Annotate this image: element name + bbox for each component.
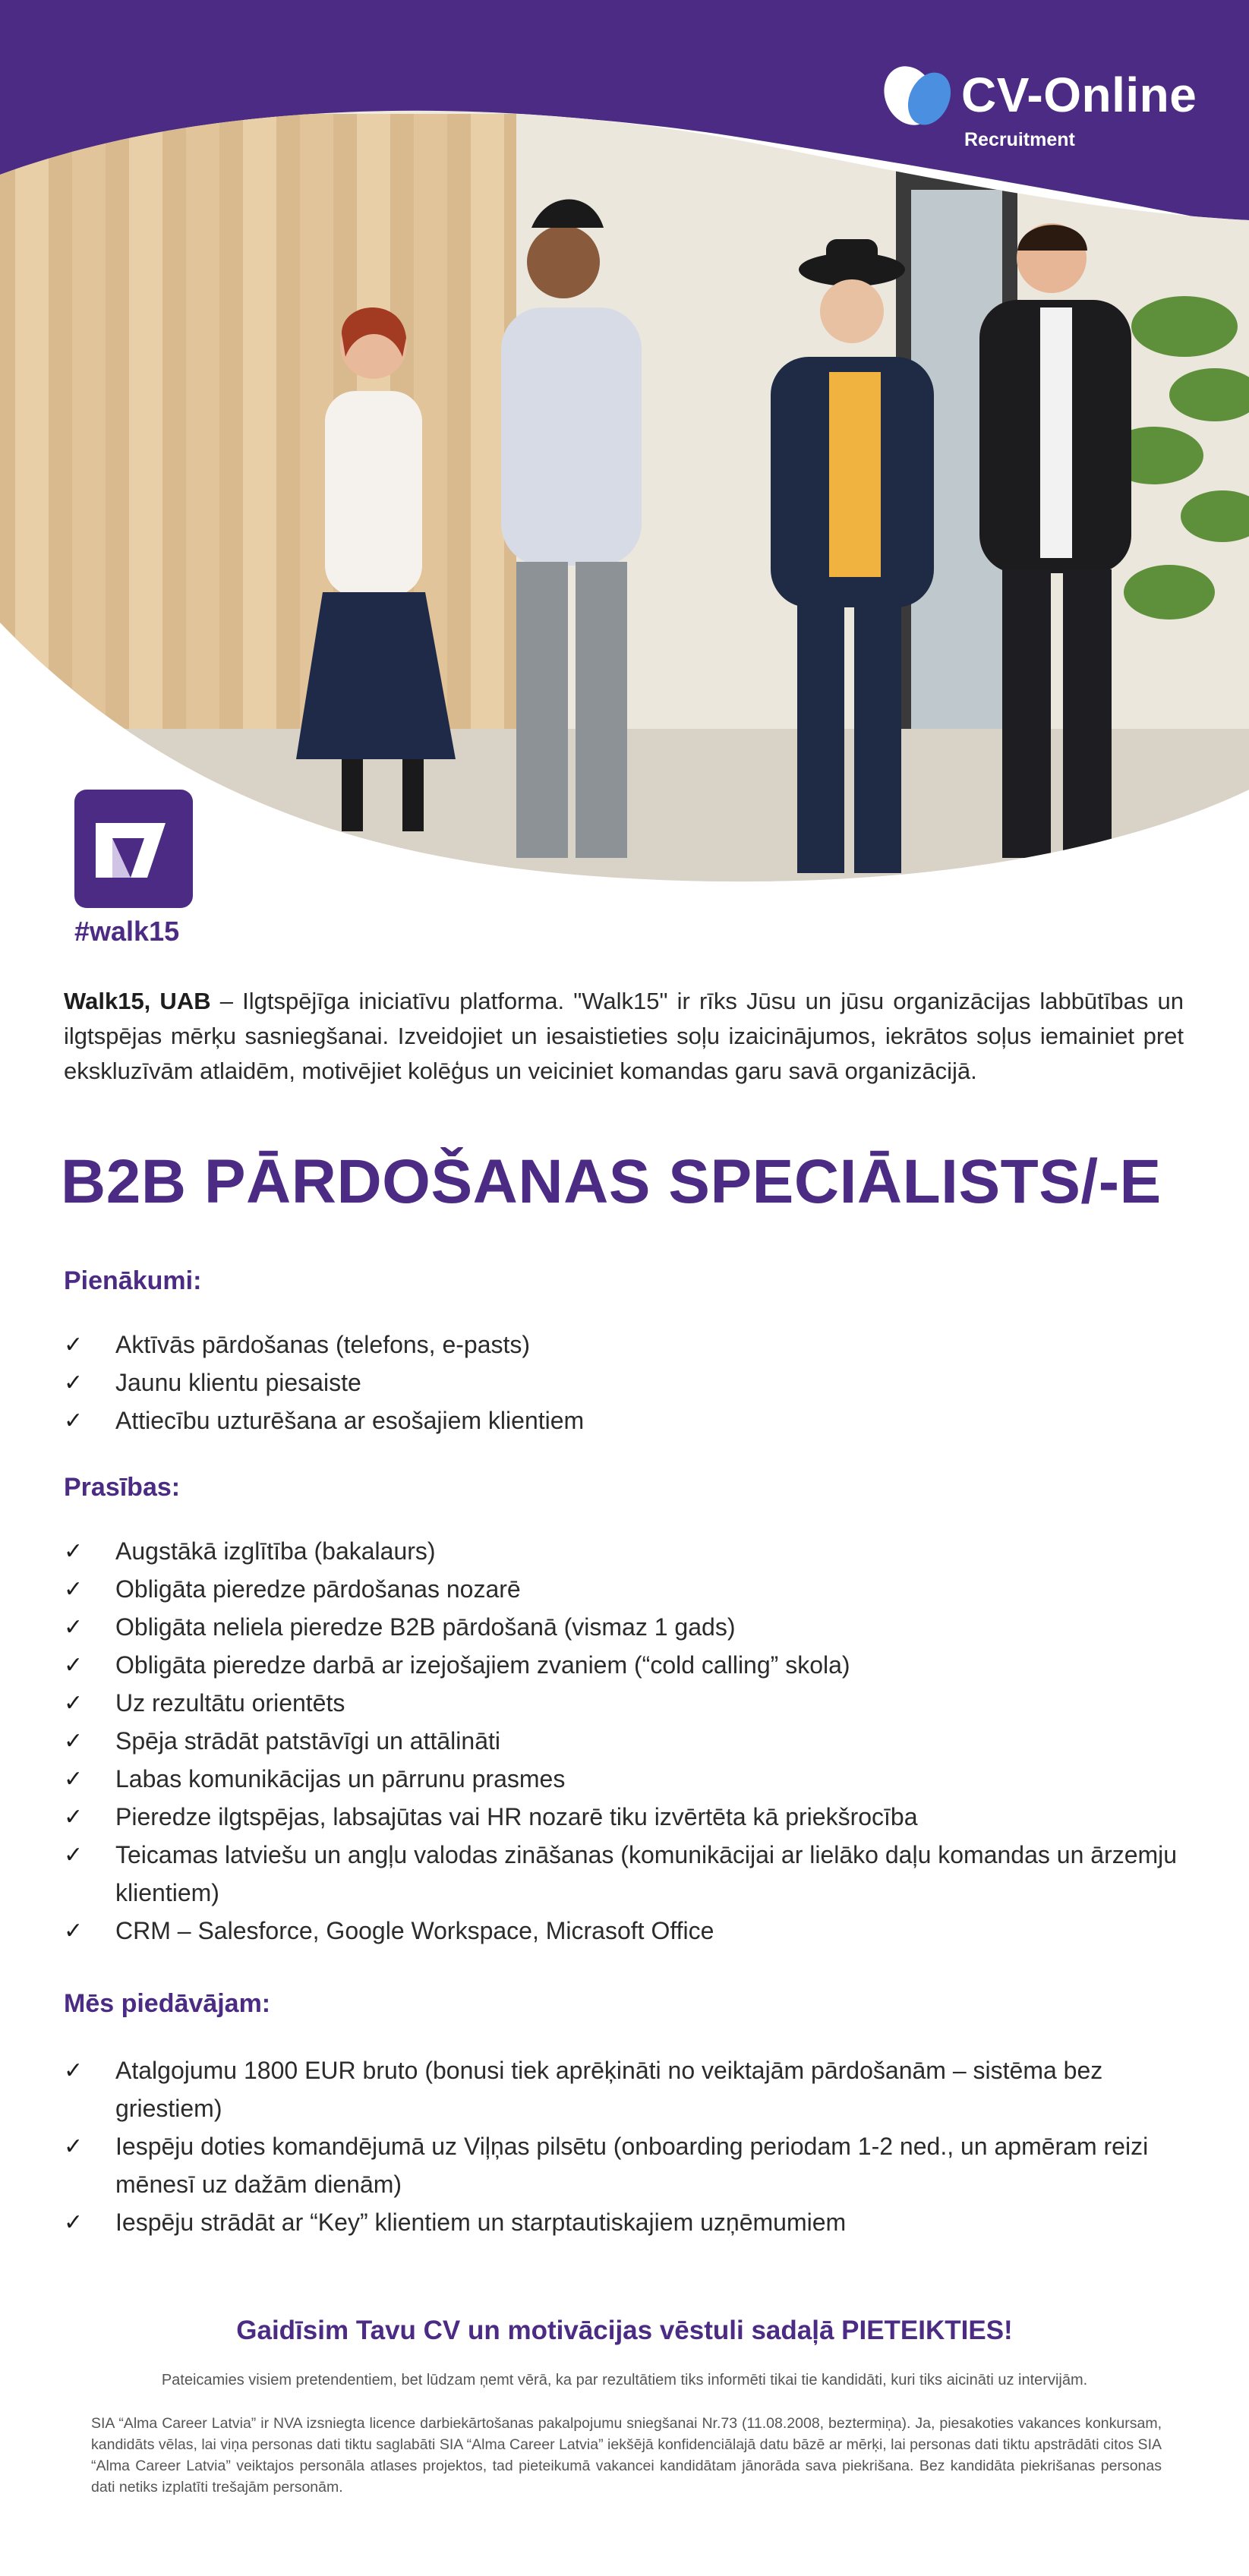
check-icon: ✓: [64, 2210, 84, 2235]
check-icon: ✓: [64, 2058, 84, 2083]
list-item: ✓ Teicamas latviešu un angļu valodas zināšanas (komunikācijai ar lielāko daļu komandas un ārzemju klientiem): [64, 1836, 1187, 1912]
list-item: ✓ Pieredze ilgtspējas, labsajūtas vai HR nozarē tiku izvērtēta kā priekšrocība: [64, 1798, 1187, 1836]
check-icon: ✓: [64, 2134, 84, 2159]
check-icon: ✓: [64, 1805, 84, 1830]
check-icon: ✓: [64, 1615, 84, 1640]
list-item: ✓ Obligāta pieredze pārdošanas nozarē: [64, 1570, 1187, 1608]
cv-online-mark-icon: [881, 58, 957, 134]
check-icon: ✓: [64, 1767, 84, 1792]
responsibilities-list: [64, 1326, 1187, 1439]
list-item: ✓ Iespēju doties komandējumā uz Viļņas pilsētu (onboarding periodam 1-2 ned., un apmēram reizi mēnesī uz dažām dienām): [64, 2127, 1187, 2203]
check-icon: ✓: [64, 1539, 84, 1564]
check-icon: ✓: [64, 1691, 84, 1716]
check-icon: ✓: [64, 1919, 84, 1944]
list-item: ✓ Attiecību uzturēšana ar esošajiem klientiem: [64, 1402, 1187, 1439]
check-icon: ✓: [64, 1370, 84, 1395]
company-intro: [64, 984, 1184, 1089]
list-item: ✓ Augstākā izglītība (bakalaurs): [64, 1532, 1187, 1570]
list-item: ✓ Aktīvās pārdošanas (telefons, e-pasts): [64, 1326, 1187, 1364]
brand-name: CV-Online: [961, 68, 1197, 122]
list-item: ✓ Obligāta pieredze darbā ar izejošajiem zvaniem (“cold calling” skola): [64, 1646, 1187, 1684]
list-item: ✓ Iespēju strādāt ar “Key” klientiem un starptautiskajiem uzņēmumiem: [64, 2203, 1187, 2241]
job-title: B2B PĀRDOŠANAS SPECIĀLISTS/-E: [61, 1147, 1162, 1216]
legal-notice: SIA “Alma Career Latvia” ir NVA izsniegta licence darbiekārtošanas pakalpojumu sniegšanai Nr.73 (11.08.2008, beztermiņa). Ja, piesakoties vakances konkursam, kandidāts vēlas, lai viņa personas dati tiktu saglabāti SIA “Alma Career Latvia” iekšējā konfidenciālajā datu bāzē ar mērķi, lai personas dati tiktu apstrādāti citos SIA “Alma Career Latvia” veiktajos personāla atlases projektos, tad pieteikumā vakancei kandidātam jānorāda sava piekrišana. Bez kandidāta piekrišanas personas dati netiks izplatīti trešajām personām.: [91, 2415, 1162, 2496]
walk15-hashtag: #walk15: [74, 916, 180, 947]
call-to-action: Gaidīsim Tavu CV un motivācijas vēstuli sadaļā PIETEIKTIES!: [236, 2316, 1013, 2345]
list-item: ✓ Atalgojumu 1800 EUR bruto (bonusi tiek aprēķināti no veiktajām pārdošanām – sistēma bez griestiem): [64, 2051, 1187, 2127]
walk15-tile-icon: [74, 790, 193, 908]
list-item: ✓ Labas komunikācijas un pārrunu prasmes: [64, 1760, 1187, 1798]
check-icon: ✓: [64, 1408, 84, 1433]
check-icon: ✓: [64, 1577, 84, 1602]
section-heading-responsibilities: Pienākumi:: [64, 1266, 202, 1295]
walk15-logo: [74, 790, 196, 947]
company-name: Walk15, UAB: [64, 988, 211, 1014]
brand-subtitle: Recruitment: [964, 129, 1075, 150]
list-item: ✓ CRM – Salesforce, Google Workspace, Micrasoft Office: [64, 1912, 1187, 1950]
list-item: ✓ Jaunu klientu piesaiste: [64, 1364, 1187, 1402]
section-heading-offer: Mēs piedāvājam:: [64, 1989, 271, 2018]
check-icon: ✓: [64, 1843, 84, 1868]
thanks-note: Pateicamies visiem pretendentiem, bet lūdzam ņemt vērā, ka par rezultātiem tiks informēti tikai tie kandidāti, kuri tiks aicināti uz intervijām.: [161, 2372, 1088, 2388]
check-icon: ✓: [64, 1729, 84, 1754]
list-item: ✓ Uz rezultātu orientēts: [64, 1684, 1187, 1722]
cv-online-logo: [881, 53, 1200, 159]
check-icon: ✓: [64, 1332, 84, 1357]
list-item: ✓ Obligāta neliela pieredze B2B pārdošanā (vismaz 1 gads): [64, 1608, 1187, 1646]
section-heading-requirements: Prasības:: [64, 1473, 181, 1502]
list-item: ✓ Spēja strādāt patstāvīgi un attālināti: [64, 1722, 1187, 1760]
requirements-list: [64, 1532, 1187, 1950]
offer-list: [64, 2051, 1187, 2241]
check-icon: ✓: [64, 1653, 84, 1678]
company-description: – Ilgtspējīga iniciatīvu platforma. "Walk15" ir rīks Jūsu un jūsu organizācijas labbūtības un ilgtspējas mērķu sasniegšanai. Izveidojiet un iesaistieties soļu izaicinājumos, iekrātos soļus iemainiet pret ekskluzīvām atlaidēm, motivējiet kolēģus un veiciniet komandas garu savā organizācijā.: [64, 988, 1184, 1084]
